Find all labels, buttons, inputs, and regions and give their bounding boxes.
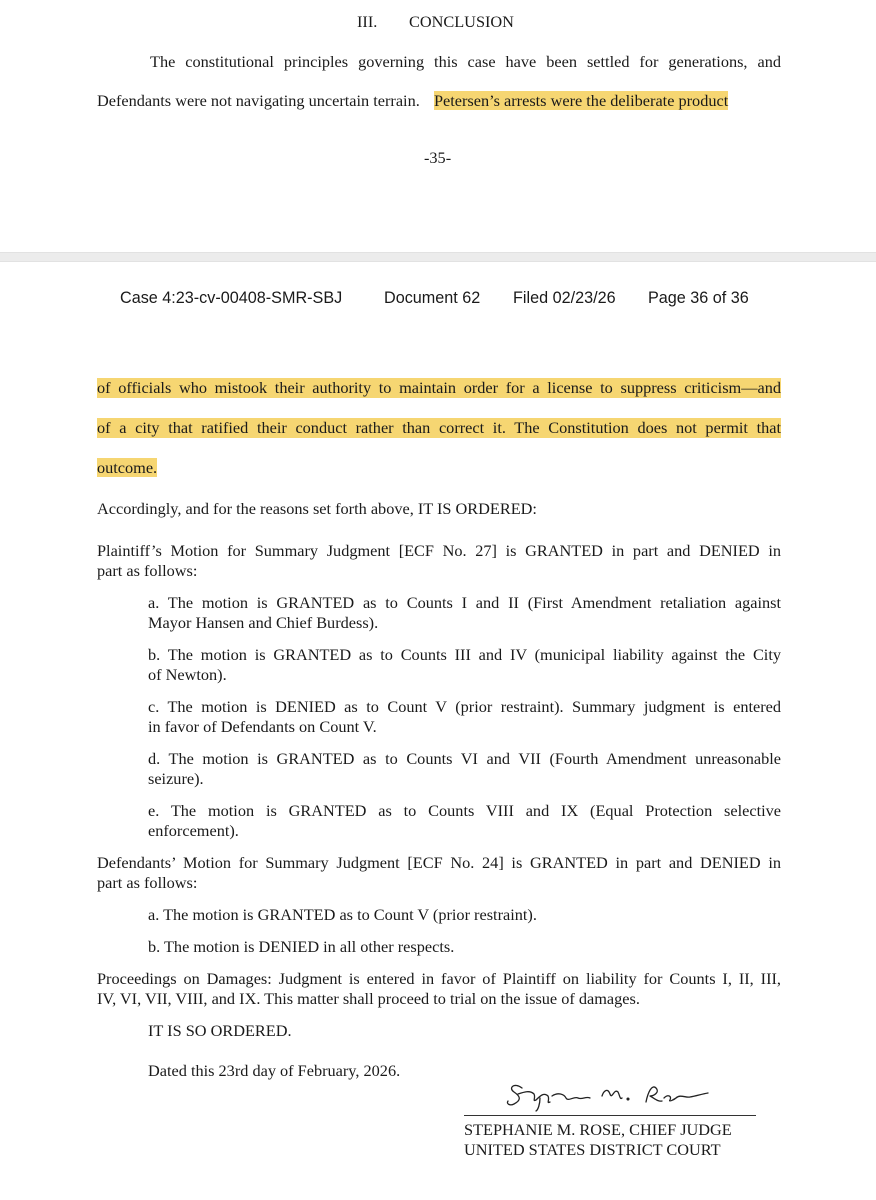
list-item: b. The motion is DENIED in all other respects. — [148, 937, 455, 956]
highlighted-text: outcome. — [97, 458, 158, 477]
list-item-cont: enforcement). — [148, 821, 239, 840]
dated-line: Dated this 23rd day of February, 2026. — [148, 1061, 401, 1080]
list-item: b. The motion is GRANTED as to Counts III and IV (municipal liability against the City — [148, 645, 781, 664]
paragraph-line — [97, 91, 728, 111]
paragraph-text: Defendants were not navigating uncertain terrain. — [97, 91, 420, 110]
page-number: -35- — [424, 148, 452, 167]
list-item: a. The motion is GRANTED as to Count V (prior restraint). — [148, 905, 537, 924]
section-number: III. — [357, 12, 378, 31]
list-item-cont: of Newton). — [148, 665, 227, 684]
damages-paragraph-cont: IV, VI, VII, VIII, and IX. This matter shall proceed to trial on the issue of damages. — [97, 989, 640, 1008]
highlighted-text: of officials who mistook their authority to maintain order for a license to suppress criticism—and — [97, 378, 781, 397]
list-item: a. The motion is GRANTED as to Counts I and II (First Amendment retaliation against — [148, 593, 781, 612]
highlighted-text: Petersen’s arrests were the deliberate product — [433, 91, 729, 110]
list-item-cont: Mayor Hansen and Chief Burdess). — [148, 613, 379, 632]
highlighted-text: of a city that ratified their conduct rather than correct it. The Constitution does not permit that — [97, 418, 781, 437]
list-item: c. The motion is DENIED as to Count V (prior restraint). Summary judgment is entered — [148, 697, 781, 716]
filed-date: Filed 02/23/26 — [513, 289, 616, 307]
list-item: e. The motion is GRANTED as to Counts VIII and IX (Equal Protection selective — [148, 801, 781, 820]
section-title: CONCLUSION — [409, 12, 514, 31]
damages-paragraph: Proceedings on Damages: Judgment is entered in favor of Plaintiff on liability for Counts I, II, III, — [97, 969, 781, 988]
list-item-cont: in favor of Defendants on Count V. — [148, 717, 377, 736]
defendants-motion: Defendants’ Motion for Summary Judgment [ECF No. 24] is GRANTED in part and DENIED in — [97, 853, 781, 872]
list-item: d. The motion is GRANTED as to Counts VI and VII (Fourth Amendment unreasonable — [148, 749, 781, 768]
page-divider — [0, 252, 876, 262]
signature-line — [464, 1115, 756, 1116]
paragraph-line: The constitutional principles governing this case have been settled for generations, and — [150, 52, 781, 71]
page-35 — [0, 0, 876, 252]
so-ordered: IT IS SO ORDERED. — [148, 1021, 292, 1040]
plaintiff-motion: Plaintiff’s Motion for Summary Judgment [ECF No. 27] is GRANTED in part and DENIED in — [97, 541, 781, 560]
judge-name: STEPHANIE M. ROSE, CHIEF JUDGE — [464, 1120, 732, 1139]
plaintiff-motion-cont: part as follows: — [97, 561, 198, 580]
signature-image — [504, 1074, 714, 1112]
page-36 — [0, 262, 876, 1200]
document-number: Document 62 — [384, 289, 481, 307]
case-number: Case 4:23-cv-00408-SMR-SBJ — [120, 289, 343, 307]
defendants-motion-cont: part as follows: — [97, 873, 198, 892]
highlighted-text-end — [97, 458, 157, 478]
court-name: UNITED STATES DISTRICT COURT — [464, 1140, 721, 1159]
ordered-intro: Accordingly, and for the reasons set forth above, IT IS ORDERED: — [97, 499, 537, 518]
page-count: Page 36 of 36 — [648, 289, 749, 307]
list-item-cont: seizure). — [148, 769, 204, 788]
